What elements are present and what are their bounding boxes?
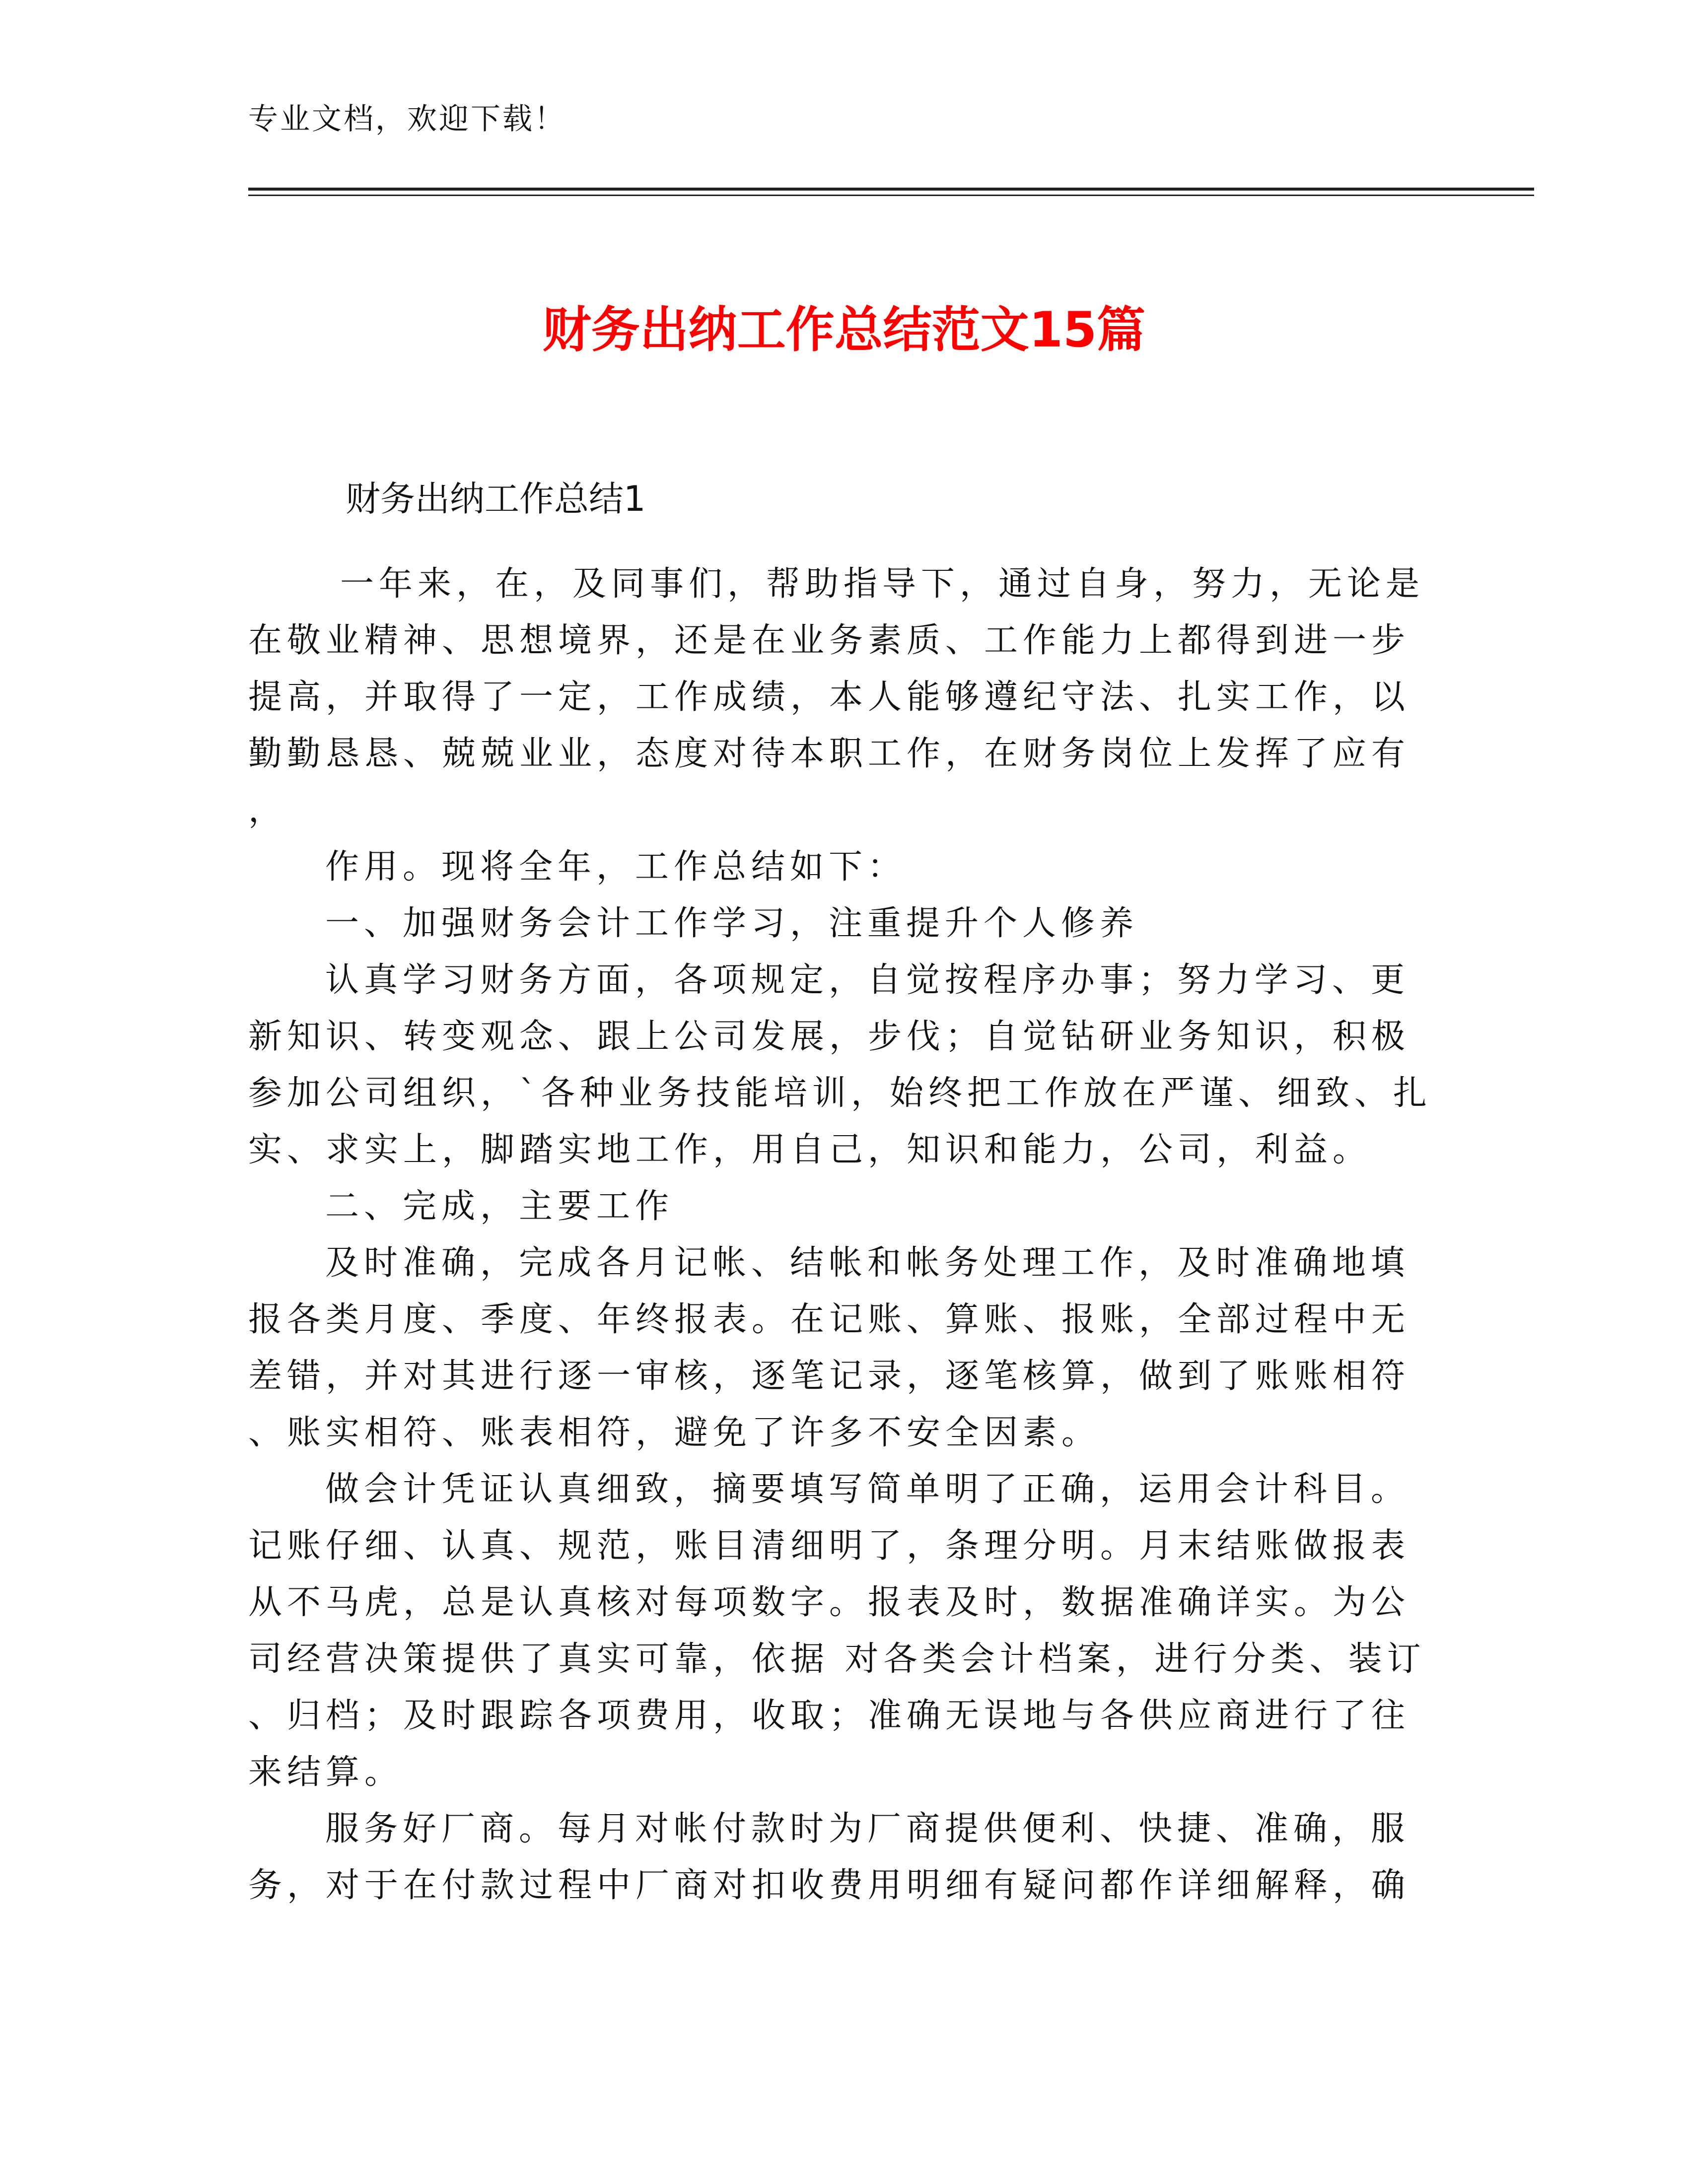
body-line: 从不马虎，总是认真核对每项数字。报表及时，数据准确详实。为公: [248, 1583, 1410, 1622]
document-body: [248, 556, 1440, 1914]
document-title: 财务出纳工作总结范文15篇: [542, 302, 1146, 358]
body-line: 勤勤恳恳、兢兢业业，态度对待本职工作，在财务岗位上发挥了应有: [248, 734, 1410, 773]
body-line: 提高，并取得了一定，工作成绩，本人能够遵纪守法、扎实工作，以: [248, 678, 1410, 717]
body-line: ，: [248, 791, 287, 830]
body-line: 、账实相符、账表相符，避免了许多不安全因素。: [248, 1413, 1101, 1452]
body-line: 报各类月度、季度、年终报表。在记账、算账、报账，全部过程中无: [248, 1300, 1410, 1339]
page-header: 专业文档，欢迎下载！: [248, 102, 566, 136]
body-line: 来结算。: [248, 1753, 404, 1792]
body-line: 服务好厂商。每月对帐付款时为厂商提供便利、快捷、准确，服: [325, 1809, 1410, 1848]
body-line: 司经营决策提供了真实可靠，依据 对各类会计档案，进行分类、装订: [248, 1639, 1426, 1679]
body-line: 实、求实上，脚踏实地工作，用自己，知识和能力，公司，利益。: [248, 1130, 1372, 1169]
body-line: 差错，并对其进行逐一审核，逐笔记录，逐笔核算，做到了账账相符: [248, 1357, 1410, 1396]
body-line: 新知识、转变观念、跟上公司发展，步伐；自觉钻研业务知识，积极: [248, 1017, 1410, 1056]
body-line: 、归档；及时跟踪各项费用，收取；准确无误地与各供应商进行了往: [248, 1696, 1410, 1735]
header-divider-thick: [248, 188, 1534, 191]
body-line: 认真学习财务方面，各项规定，自觉按程序办事；努力学习、更: [325, 960, 1410, 1000]
section-heading: 财务出纳工作总结1: [346, 478, 646, 519]
body-line: 作用。现将全年，工作总结如下：: [325, 847, 907, 887]
body-line: 在敬业精神、思想境界，还是在业务素质、工作能力上都得到进一步: [248, 621, 1410, 660]
body-line: 一、加强财务会计工作学习，注重提升个人修养: [325, 904, 1139, 943]
body-line: 二、完成，主要工作: [325, 1187, 674, 1226]
body-line: 务，对于在付款过程中厂商对扣收费用明细有疑问都作详细解释，确: [248, 1866, 1410, 1905]
body-line: 及时准确，完成各月记帐、结帐和帐务处理工作，及时准确地填: [325, 1243, 1410, 1283]
body-line: 做会计凭证认真细致，摘要填写简单明了正确，运用会计科目。: [325, 1470, 1410, 1509]
body-line: 记账仔细、认真、规范，账目清细明了，条理分明。月末结账做报表: [248, 1526, 1410, 1566]
body-line: 参加公司组织，`各种业务技能培训，始终把工作放在严谨、细致、扎: [248, 1074, 1432, 1113]
body-line: 一年来，在，及同事们，帮助指导下，通过自身，努力，无论是: [340, 564, 1425, 604]
header-divider-thin: [248, 195, 1534, 196]
